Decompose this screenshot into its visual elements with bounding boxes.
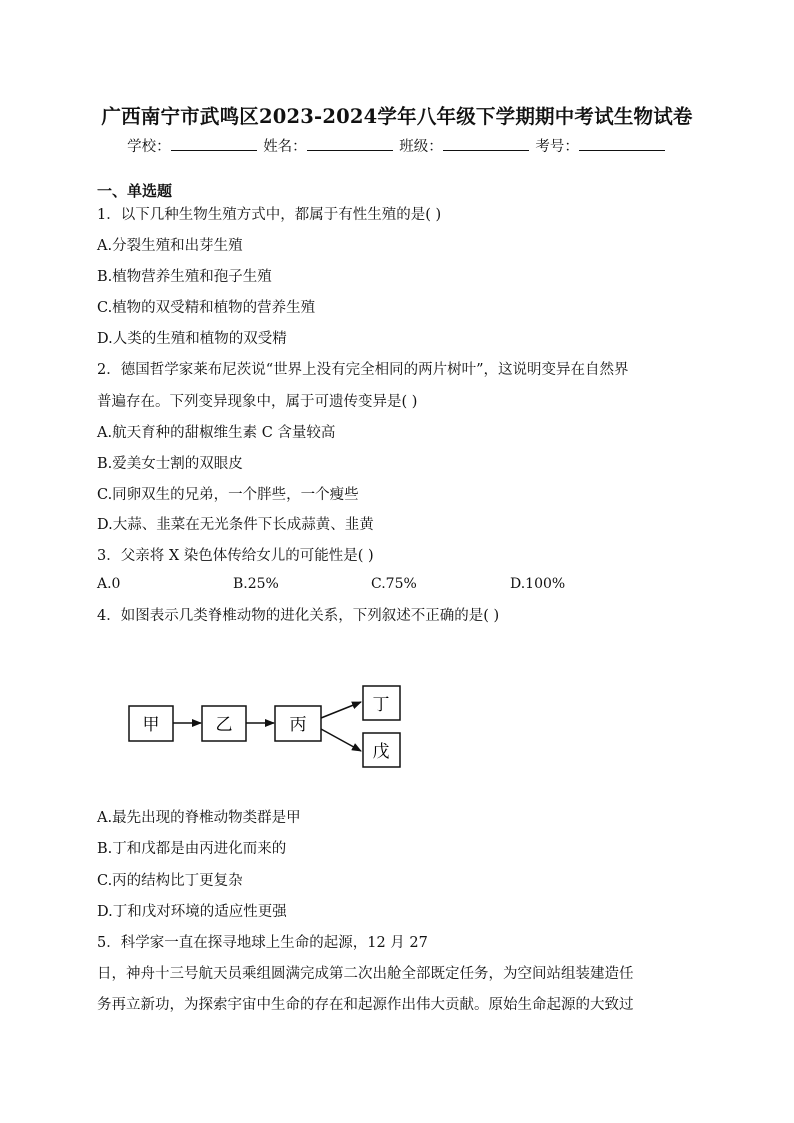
school-label: 学校： [127, 139, 171, 155]
q5-line2: 日，神舟十三号航天员乘组圆满完成第二次出舱全部既定任务，为空间站组装建造任 [97, 966, 634, 982]
name-label: 姓名： [263, 139, 307, 155]
node-jia-label: 甲 [142, 715, 160, 735]
exam-title: 广西南宁市武鸣区2023-2024学年八年级下学期期中考试生物试卷 [101, 105, 693, 128]
q1-option-d: D.人类的生殖和植物的双受精 [97, 331, 287, 347]
q1-option-b: B.植物营养生殖和孢子生殖 [97, 269, 272, 285]
class-label: 班级： [399, 139, 443, 155]
node-yi-label: 乙 [215, 715, 233, 735]
q1-option-c: C.植物的双受精和植物的营养生殖 [97, 300, 316, 316]
node-ding-label: 丁 [372, 695, 390, 715]
q3-option-a: A.0 [97, 576, 121, 592]
number-label: 考号： [535, 139, 579, 155]
q3-stem: 3．父亲将 X 染色体传给女儿的可能性是( ) [97, 548, 374, 564]
section-heading: 一、单选题 [97, 182, 173, 200]
q5-line3: 务再立新功，为探索宇宙中生命的存在和起源作出伟大贡献。原始生命起源的大致过 [97, 997, 634, 1013]
q2-option-d: D.大蒜、韭菜在无光条件下长成蒜黄、韭黄 [97, 517, 374, 533]
arrow-bing-wu [321, 729, 361, 751]
q3-option-d: D.100% [510, 576, 566, 592]
q4-option-c: C.丙的结构比丁更复杂 [97, 873, 243, 889]
q2-option-b: B.爱美女士割的双眼皮 [97, 456, 243, 472]
q5-line1: 5．科学家一直在探寻地球上生命的起源，12 月 27 [97, 935, 428, 951]
arrow-bing-ding [321, 702, 361, 718]
q1-stem: 1．以下几种生物生殖方式中，都属于有性生殖的是( ) [97, 207, 442, 223]
q2-option-a: A.航天育种的甜椒维生素 C 含量较高 [97, 425, 336, 441]
node-bing-label: 丙 [289, 715, 307, 735]
q2-stem-line2: 普遍存在。下列变异现象中，属于可遗传变异是( ) [97, 394, 418, 410]
q4-option-d: D.丁和戊对环境的适应性更强 [97, 904, 287, 920]
q2-stem-line1: 2．德国哲学家莱布尼茨说“世界上没有完全相同的两片树叶”，这说明变异在自然界 [97, 362, 629, 378]
q4-stem: 4．如图表示几类脊椎动物的进化关系，下列叙述不正确的是( ) [97, 608, 500, 624]
q1-option-a: A.分裂生殖和出芽生殖 [97, 238, 243, 254]
node-wu-label: 戊 [372, 742, 390, 762]
q2-option-c: C.同卵双生的兄弟，一个胖些，一个瘦些 [97, 487, 359, 503]
q4-option-a: A.最先出现的脊椎动物类群是甲 [97, 810, 301, 826]
q3-option-b: B.25% [233, 576, 279, 592]
q3-option-c: C.75% [371, 576, 417, 592]
q4-option-b: B.丁和戊都是由丙进化而来的 [97, 841, 287, 857]
